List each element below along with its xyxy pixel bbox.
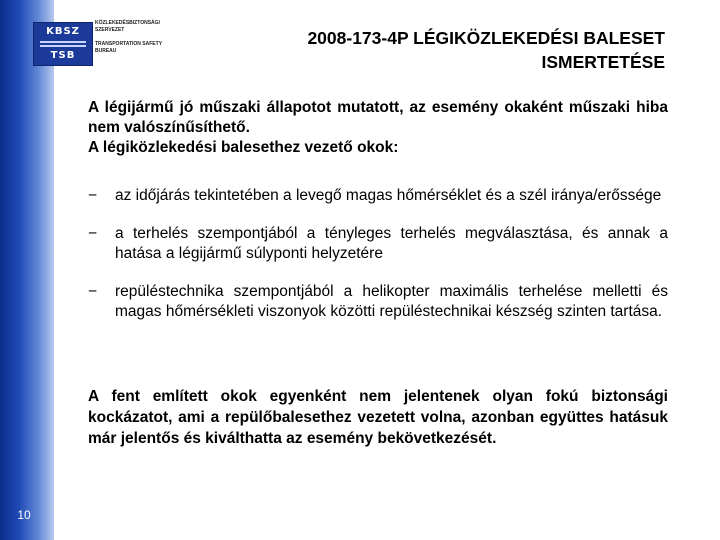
left-sidebar-band	[0, 0, 54, 540]
causes-heading: A légiközlekedési balesethez vezető okok:	[88, 139, 399, 156]
list-item	[88, 282, 668, 322]
org-hu-line2: SZERVEZET	[95, 26, 125, 33]
title-line1: 2008-173-4P LÉGIKÖZLEKEDÉSI BALESET	[307, 28, 665, 48]
intro-statement: A légijármű jó műszaki állapotot mutatott, az esemény okaként műszaki hiba nem valószínűsíthető.	[88, 99, 668, 136]
list-item-text: repüléstechnika szempontjából a helikopter maximális terhelése melletti és magas hőmérsékleti viszonyok közötti repüléstechnikai készség szinten tartása.	[115, 283, 668, 320]
list-item-text: a terhelés szempontjából a tényleges terhelés megválasztása, és annak a hatása a légijármű súlyponti helyzetére	[115, 225, 668, 262]
logo-organization-text	[95, 20, 205, 54]
causes-list	[88, 186, 668, 340]
logo-acronym-hu: KBSZ	[46, 26, 80, 37]
conclusion-text: A fent említett okok egyenként nem jelentenek olyan fokú biztonsági kockázatot, ami a repülőbalesethez vezetett volna, azonban együttes hatásuk már jelentős és kiválthatta az esemény bekövetkezését.	[88, 388, 668, 447]
list-item-text: az időjárás tekintetében a levegő magas hőmérséklet és a szél iránya/erőssége	[115, 187, 662, 204]
logo-stripe	[40, 45, 86, 47]
dash-bullet: −	[88, 283, 98, 300]
dash-bullet: −	[88, 225, 98, 242]
org-en-line1: TRANSPORTATION SAFETY	[95, 41, 163, 47]
list-item	[88, 224, 668, 264]
page-number: 10	[17, 508, 31, 522]
list-item	[88, 186, 668, 206]
title-line2: ISMERTETÉSE	[541, 52, 665, 72]
dash-bullet: −	[88, 187, 98, 204]
intro-text	[88, 98, 668, 158]
org-hu-line1: KÖZLEKEDÉSBIZTONSÁGI	[95, 20, 160, 26]
logo-stripe	[40, 41, 86, 43]
org-en-line2: BUREAU	[95, 47, 117, 54]
slide-title	[235, 26, 665, 74]
kbsz-tsb-logo	[33, 22, 93, 66]
logo-acronym-en: TSB	[50, 50, 76, 61]
